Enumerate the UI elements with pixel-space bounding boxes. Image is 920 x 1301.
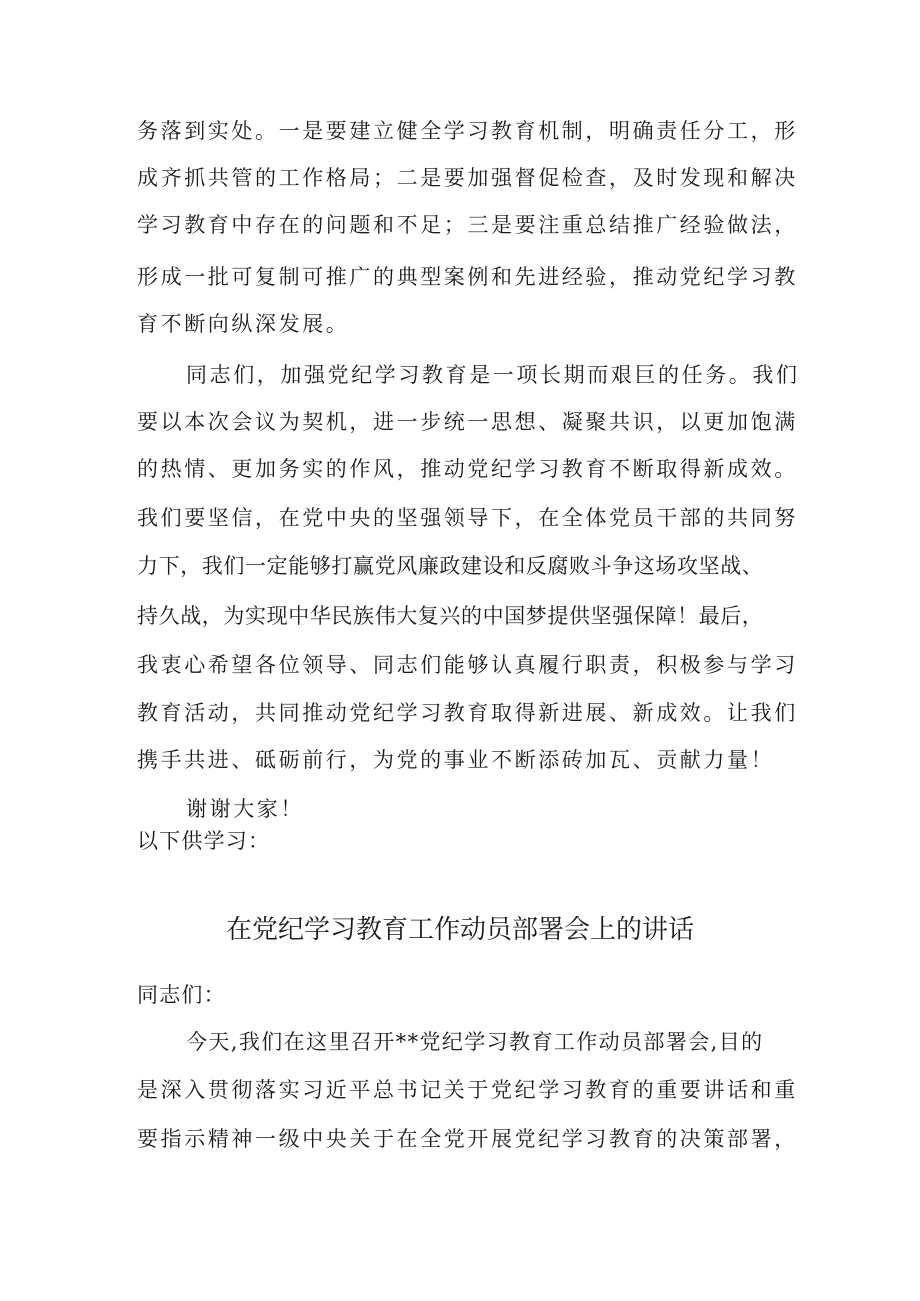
- paragraph-1-line-2: 成齐抓共管的工作格局；二是要加强督促检查，及时发现和解决: [137, 166, 798, 190]
- thanks-line: 谢谢大家！: [186, 797, 304, 821]
- paragraph-2-line-3: 的热情、更加务实的作风，推动党纪学习教育不断取得新成效。: [137, 457, 798, 481]
- salutation: 同志们：: [137, 983, 226, 1007]
- paragraph-2-line-4: 我们要坚信，在党中央的坚强领导下，在全体党员干部的共同努: [137, 506, 798, 530]
- study-note: 以下供学习：: [137, 829, 271, 853]
- paragraph-1-line-3: 学习教育中存在的问题和不足；三是要注重总结推广经验做法，: [137, 213, 798, 237]
- article-paragraph-1-line-2: 是深入贯彻落实习近平总书记关于党纪学习教育的重要讲话和重: [137, 1078, 798, 1102]
- paragraph-2-line-9: 携手共进、砥砺前行，为党的事业不断添砖加瓦、贡献力量！: [137, 748, 775, 772]
- article-paragraph-1-line-1: 今天,我们在这里召开**党纪学习教育工作动员部署会,目的: [186, 1030, 764, 1054]
- paragraph-2-line-8: 教育活动，共同推动党纪学习教育取得新进展、新成效。让我们: [137, 701, 798, 725]
- paragraph-1-line-4: 形成一批可复制可推广的典型案例和先进经验，推动党纪学习教: [137, 265, 798, 289]
- paragraph-1-line-1: 务落到实处。一是要建立健全学习教育机制，明确责任分工，形: [137, 119, 798, 143]
- paragraph-2-line-6: 持久战，为实现中华民族伟大复兴的中国梦提供坚强保障！最后，: [137, 604, 764, 628]
- paragraph-2-line-2: 要以本次会议为契机，进一步统一思想、凝聚共识，以更加饱满: [137, 410, 798, 434]
- paragraph-2-line-5: 力下，我们一定能够打赢党风廉政建设和反腐败斗争这场攻坚战、: [137, 554, 764, 578]
- article-paragraph-1-line-3: 要指示精神一级中央关于在全党开展党纪学习教育的决策部署，: [137, 1127, 798, 1151]
- paragraph-2-line-1: 同志们，加强党纪学习教育是一项长期而艰巨的任务。我们: [186, 363, 800, 387]
- paragraph-2-line-7: 我衷心希望各位领导、同志们能够认真履行职责，积极参与学习: [137, 653, 798, 677]
- article-title: 在党纪学习教育工作动员部署会上的讲话: [225, 915, 694, 945]
- paragraph-1-line-5: 育不断向纵深发展。: [137, 312, 350, 336]
